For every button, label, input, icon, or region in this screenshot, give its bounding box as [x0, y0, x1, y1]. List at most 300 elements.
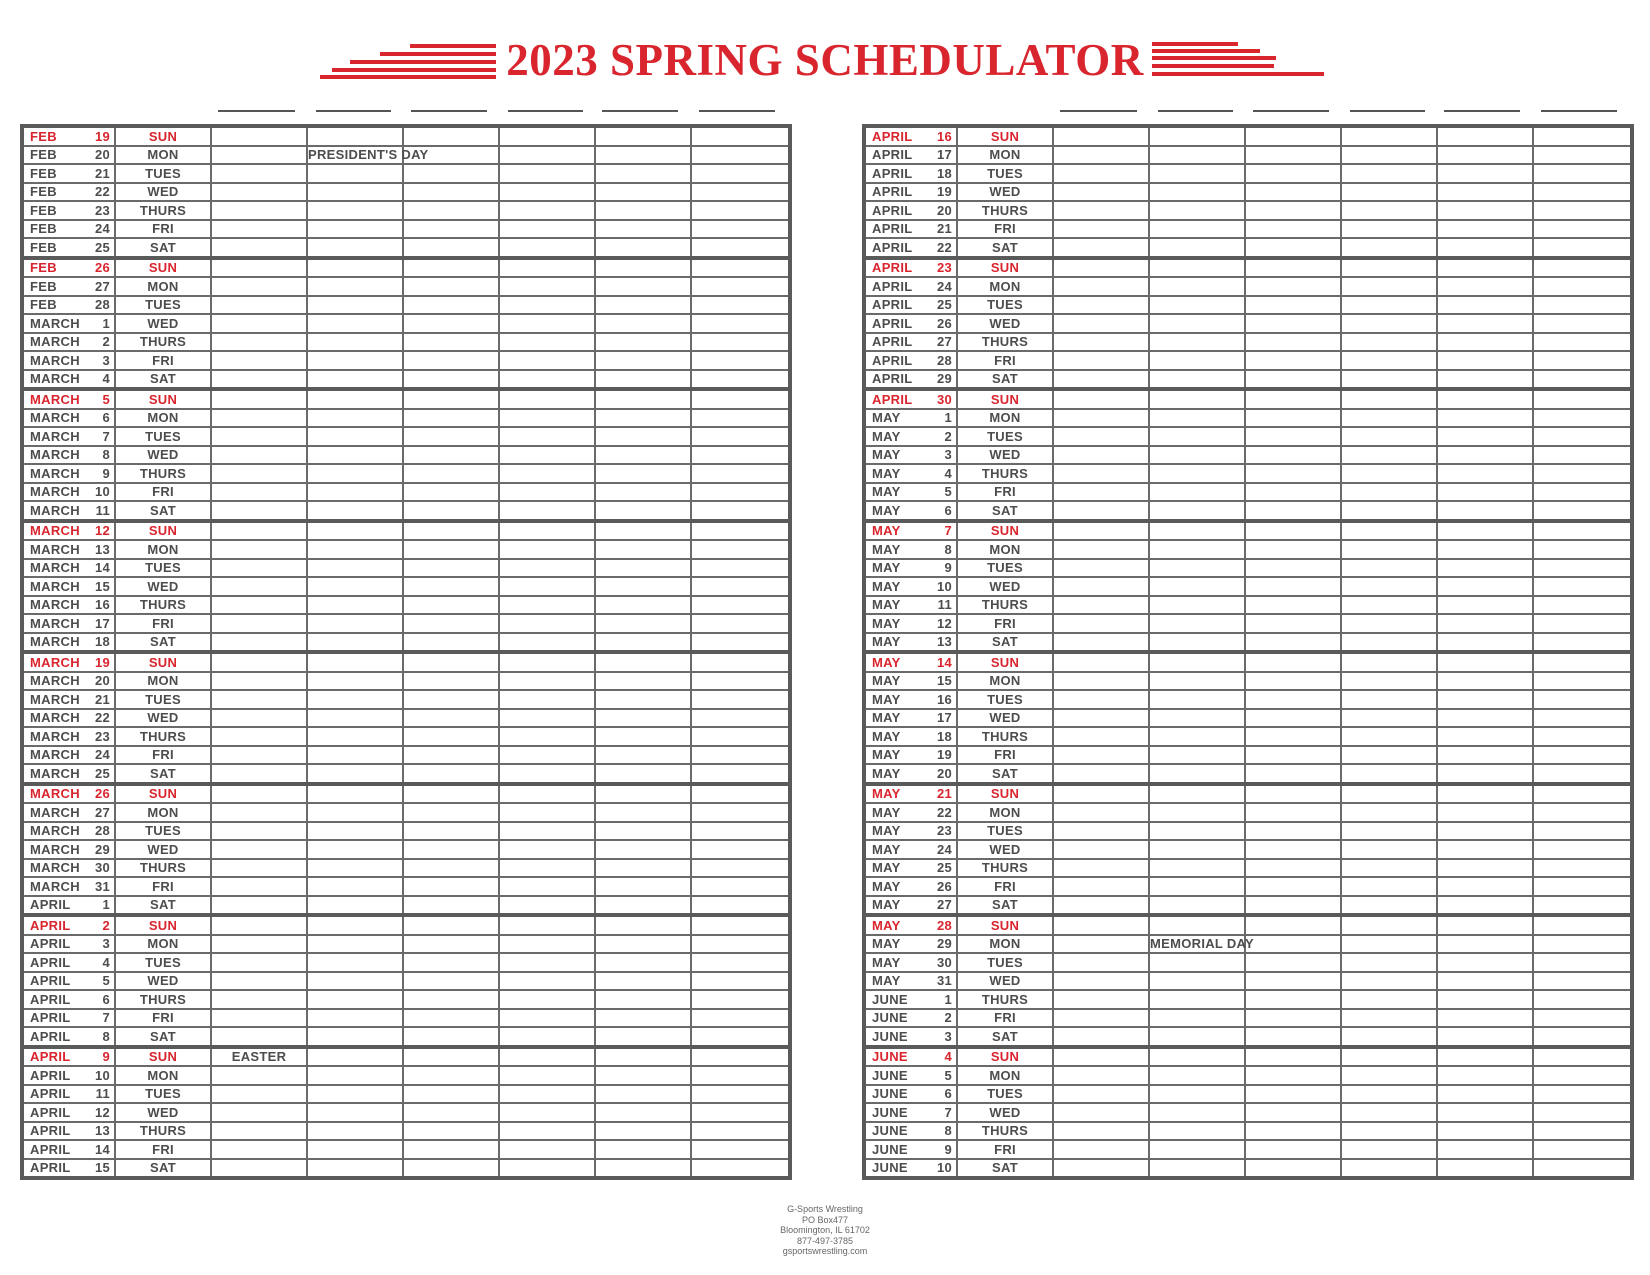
schedule-entry-cell[interactable] [211, 1140, 307, 1159]
schedule-entry-cell[interactable] [595, 840, 691, 859]
schedule-entry-cell[interactable] [1245, 559, 1341, 578]
schedule-entry-cell[interactable] [211, 389, 307, 409]
schedule-entry-cell[interactable] [499, 1085, 595, 1104]
schedule-entry-cell[interactable] [1341, 389, 1437, 409]
schedule-entry-cell[interactable] [1053, 333, 1149, 352]
schedule-entry-cell[interactable] [1341, 146, 1437, 165]
schedule-entry-cell[interactable] [1341, 409, 1437, 428]
schedule-entry-cell[interactable] [499, 840, 595, 859]
schedule-entry-cell[interactable] [691, 672, 790, 691]
schedule-entry-cell[interactable] [1437, 596, 1533, 615]
schedule-entry-cell[interactable] [307, 990, 403, 1009]
schedule-entry-cell[interactable] [1245, 521, 1341, 541]
schedule-entry-cell[interactable] [307, 559, 403, 578]
schedule-entry-cell[interactable] [403, 351, 499, 370]
schedule-entry-cell[interactable] [1053, 577, 1149, 596]
schedule-entry-cell[interactable] [595, 596, 691, 615]
schedule-entry-cell[interactable] [211, 935, 307, 954]
schedule-entry-cell[interactable] [1149, 896, 1245, 916]
schedule-entry-cell[interactable] [1149, 672, 1245, 691]
schedule-entry-cell[interactable] [1245, 351, 1341, 370]
schedule-entry-cell[interactable] [211, 859, 307, 878]
schedule-entry-cell[interactable] [403, 409, 499, 428]
schedule-entry-cell[interactable] [499, 953, 595, 972]
schedule-entry-cell[interactable] [1245, 1103, 1341, 1122]
schedule-entry-cell[interactable] [1341, 1027, 1437, 1047]
holiday-note[interactable]: MEMORIAL DAY [1150, 936, 1255, 952]
schedule-entry-cell[interactable] [595, 1066, 691, 1085]
schedule-entry-cell[interactable] [403, 840, 499, 859]
schedule-entry-cell[interactable] [595, 990, 691, 1009]
schedule-entry-cell[interactable] [1437, 915, 1533, 935]
schedule-entry-cell[interactable] [595, 258, 691, 278]
schedule-entry-cell[interactable] [1437, 296, 1533, 315]
schedule-entry-cell[interactable] [1341, 351, 1437, 370]
schedule-entry-cell[interactable] [1149, 220, 1245, 239]
schedule-entry-cell[interactable] [1149, 803, 1245, 822]
schedule-entry-cell[interactable] [1437, 427, 1533, 446]
schedule-entry-cell[interactable] [211, 427, 307, 446]
schedule-entry-cell[interactable] [595, 446, 691, 465]
schedule-entry-cell[interactable] [1053, 427, 1149, 446]
schedule-entry-cell[interactable] [1245, 709, 1341, 728]
schedule-entry-cell[interactable] [1149, 277, 1245, 296]
schedule-entry-cell[interactable] [307, 370, 403, 390]
schedule-entry-cell[interactable] [1053, 409, 1149, 428]
schedule-entry-cell[interactable] [1053, 877, 1149, 896]
schedule-entry-cell[interactable] [1437, 652, 1533, 672]
schedule-entry-cell[interactable] [1533, 1103, 1632, 1122]
schedule-entry-cell[interactable] [1533, 146, 1632, 165]
schedule-entry-cell[interactable] [1341, 596, 1437, 615]
schedule-entry-cell[interactable] [307, 709, 403, 728]
schedule-entry-cell[interactable] [691, 727, 790, 746]
schedule-entry-cell[interactable] [1341, 935, 1437, 954]
schedule-entry-cell[interactable] [1341, 483, 1437, 502]
schedule-entry-cell[interactable] [1053, 164, 1149, 183]
schedule-entry-cell[interactable] [211, 1122, 307, 1141]
schedule-entry-cell[interactable] [1341, 690, 1437, 709]
schedule-entry-cell[interactable] [1533, 784, 1632, 804]
schedule-entry-cell[interactable] [211, 370, 307, 390]
schedule-entry-cell[interactable] [307, 1066, 403, 1085]
schedule-entry-cell[interactable] [595, 1047, 691, 1067]
schedule-entry-cell[interactable] [595, 277, 691, 296]
schedule-entry-cell[interactable] [1533, 389, 1632, 409]
schedule-entry-cell[interactable] [1341, 464, 1437, 483]
schedule-entry-cell[interactable] [211, 1027, 307, 1047]
schedule-entry-cell[interactable] [1053, 446, 1149, 465]
schedule-entry-cell[interactable] [1053, 1103, 1149, 1122]
schedule-entry-cell[interactable] [1437, 1009, 1533, 1028]
schedule-entry-cell[interactable] [595, 1103, 691, 1122]
schedule-entry-cell[interactable] [1341, 1103, 1437, 1122]
schedule-entry-cell[interactable] [1053, 690, 1149, 709]
schedule-entry-cell[interactable] [307, 351, 403, 370]
schedule-entry-cell[interactable] [211, 1103, 307, 1122]
schedule-entry-cell[interactable] [1053, 896, 1149, 916]
schedule-entry-cell[interactable] [1437, 633, 1533, 653]
schedule-entry-cell[interactable] [307, 672, 403, 691]
schedule-entry-cell[interactable] [307, 652, 403, 672]
schedule-entry-cell[interactable] [211, 258, 307, 278]
schedule-entry-cell[interactable] [1053, 633, 1149, 653]
schedule-entry-cell[interactable] [691, 652, 790, 672]
schedule-entry-cell[interactable] [403, 1103, 499, 1122]
schedule-entry-cell[interactable] [211, 803, 307, 822]
schedule-entry-cell[interactable] [1437, 1122, 1533, 1141]
schedule-entry-cell[interactable] [691, 614, 790, 633]
schedule-entry-cell[interactable] [1437, 314, 1533, 333]
schedule-entry-cell[interactable] [1149, 1103, 1245, 1122]
schedule-entry-cell[interactable] [1149, 840, 1245, 859]
schedule-entry-cell[interactable] [403, 614, 499, 633]
schedule-entry-cell[interactable] [1533, 427, 1632, 446]
schedule-entry-cell[interactable] [211, 559, 307, 578]
schedule-entry-cell[interactable] [1245, 990, 1341, 1009]
schedule-entry-cell[interactable] [1341, 915, 1437, 935]
schedule-entry-cell[interactable] [595, 464, 691, 483]
schedule-entry-cell[interactable] [691, 1085, 790, 1104]
schedule-entry-cell[interactable] [307, 935, 403, 954]
schedule-entry-cell[interactable] [1245, 1047, 1341, 1067]
schedule-entry-cell[interactable] [1533, 351, 1632, 370]
schedule-entry-cell[interactable] [1437, 389, 1533, 409]
schedule-entry-cell[interactable] [1245, 446, 1341, 465]
schedule-entry-cell[interactable] [403, 1159, 499, 1179]
schedule-entry-cell[interactable] [1341, 1085, 1437, 1104]
schedule-entry-cell[interactable] [499, 596, 595, 615]
schedule-entry-cell[interactable] [691, 258, 790, 278]
schedule-entry-cell[interactable] [1149, 351, 1245, 370]
schedule-entry-cell[interactable] [1533, 220, 1632, 239]
schedule-entry-cell[interactable] [499, 126, 595, 146]
schedule-entry-cell[interactable] [1149, 146, 1245, 165]
schedule-entry-cell[interactable] [1149, 370, 1245, 390]
schedule-entry-cell[interactable] [1533, 596, 1632, 615]
schedule-entry-cell[interactable] [595, 427, 691, 446]
schedule-entry-cell[interactable] [1149, 483, 1245, 502]
schedule-entry-cell[interactable] [1341, 183, 1437, 202]
schedule-entry-cell[interactable] [403, 633, 499, 653]
schedule-entry-cell[interactable] [499, 464, 595, 483]
schedule-entry-cell[interactable] [1149, 1066, 1245, 1085]
schedule-entry-cell[interactable] [499, 614, 595, 633]
schedule-entry-cell[interactable] [1149, 559, 1245, 578]
schedule-entry-cell[interactable] [211, 784, 307, 804]
schedule-entry-cell[interactable] [691, 501, 790, 521]
schedule-entry-cell[interactable] [595, 633, 691, 653]
schedule-entry-cell[interactable] [1053, 464, 1149, 483]
schedule-entry-cell[interactable] [1341, 446, 1437, 465]
schedule-entry-cell[interactable] [1053, 1140, 1149, 1159]
schedule-entry-cell[interactable] [1437, 183, 1533, 202]
schedule-entry-cell[interactable] [595, 859, 691, 878]
schedule-entry-cell[interactable] [595, 389, 691, 409]
schedule-entry-cell[interactable] [403, 483, 499, 502]
schedule-entry-cell[interactable] [1533, 915, 1632, 935]
schedule-entry-cell[interactable] [1533, 540, 1632, 559]
schedule-entry-cell[interactable] [1245, 333, 1341, 352]
schedule-entry-cell[interactable] [595, 822, 691, 841]
schedule-entry-cell[interactable] [499, 201, 595, 220]
schedule-entry-cell[interactable] [211, 201, 307, 220]
schedule-entry-cell[interactable] [1245, 389, 1341, 409]
schedule-entry-cell[interactable] [211, 746, 307, 765]
schedule-entry-cell[interactable] [691, 146, 790, 165]
schedule-entry-cell[interactable] [403, 935, 499, 954]
schedule-entry-cell[interactable] [1437, 446, 1533, 465]
schedule-entry-cell[interactable] [691, 201, 790, 220]
schedule-entry-cell[interactable] [1533, 935, 1632, 954]
schedule-entry-cell[interactable] [211, 633, 307, 653]
schedule-entry-cell[interactable] [307, 464, 403, 483]
schedule-entry-cell[interactable] [1533, 652, 1632, 672]
schedule-entry-cell[interactable] [595, 296, 691, 315]
schedule-entry-cell[interactable] [1533, 277, 1632, 296]
schedule-entry-cell[interactable] [1533, 727, 1632, 746]
schedule-entry-cell[interactable] [403, 877, 499, 896]
schedule-entry-cell[interactable] [1053, 351, 1149, 370]
schedule-entry-cell[interactable] [1437, 351, 1533, 370]
schedule-entry-cell[interactable] [403, 972, 499, 991]
schedule-entry-cell[interactable] [1053, 990, 1149, 1009]
schedule-entry-cell[interactable] [1437, 803, 1533, 822]
schedule-entry-cell[interactable] [1533, 464, 1632, 483]
schedule-entry-cell[interactable] [307, 1103, 403, 1122]
schedule-entry-cell[interactable] [1149, 126, 1245, 146]
schedule-entry-cell[interactable] [1053, 1085, 1149, 1104]
schedule-entry-cell[interactable] [1533, 633, 1632, 653]
schedule-entry-cell[interactable] [1341, 540, 1437, 559]
schedule-entry-cell[interactable] [1341, 201, 1437, 220]
schedule-entry-cell[interactable] [691, 577, 790, 596]
schedule-entry-cell[interactable] [1149, 614, 1245, 633]
schedule-entry-cell[interactable] [595, 540, 691, 559]
schedule-entry-cell[interactable] [1245, 201, 1341, 220]
schedule-entry-cell[interactable] [499, 972, 595, 991]
schedule-entry-cell[interactable] [1149, 464, 1245, 483]
schedule-entry-cell[interactable] [1437, 238, 1533, 258]
schedule-entry-cell[interactable] [691, 822, 790, 841]
schedule-entry-cell[interactable] [403, 164, 499, 183]
schedule-entry-cell[interactable] [595, 1140, 691, 1159]
schedule-entry-cell[interactable] [595, 915, 691, 935]
schedule-entry-cell[interactable] [499, 501, 595, 521]
schedule-entry-cell[interactable] [1437, 1159, 1533, 1179]
schedule-entry-cell[interactable] [1341, 877, 1437, 896]
schedule-entry-cell[interactable] [211, 164, 307, 183]
schedule-entry-cell[interactable] [691, 953, 790, 972]
schedule-entry-cell[interactable] [499, 409, 595, 428]
schedule-entry-cell[interactable] [1149, 633, 1245, 653]
schedule-entry-cell[interactable] [691, 935, 790, 954]
schedule-entry-cell[interactable] [1245, 183, 1341, 202]
schedule-entry-cell[interactable] [1149, 972, 1245, 991]
schedule-entry-cell[interactable] [307, 1027, 403, 1047]
schedule-entry-cell[interactable] [499, 314, 595, 333]
schedule-entry-cell[interactable] [595, 672, 691, 691]
schedule-entry-cell[interactable] [1245, 1009, 1341, 1028]
schedule-entry-cell[interactable] [211, 333, 307, 352]
schedule-entry-cell[interactable] [691, 746, 790, 765]
schedule-entry-cell[interactable] [595, 1159, 691, 1179]
schedule-entry-cell[interactable] [1341, 164, 1437, 183]
schedule-entry-cell[interactable] [1437, 896, 1533, 916]
schedule-entry-cell[interactable] [499, 351, 595, 370]
schedule-entry-cell[interactable] [1053, 822, 1149, 841]
schedule-entry-cell[interactable] [1053, 709, 1149, 728]
schedule-entry-cell[interactable] [1341, 220, 1437, 239]
schedule-entry-cell[interactable] [1533, 521, 1632, 541]
schedule-entry-cell[interactable] [1341, 577, 1437, 596]
schedule-entry-cell[interactable] [499, 296, 595, 315]
schedule-entry-cell[interactable] [595, 146, 691, 165]
schedule-entry-cell[interactable] [499, 183, 595, 202]
schedule-entry-cell[interactable] [307, 521, 403, 541]
schedule-entry-cell[interactable] [403, 446, 499, 465]
schedule-entry-cell[interactable] [307, 1047, 403, 1067]
schedule-entry-cell[interactable] [499, 446, 595, 465]
schedule-entry-cell[interactable] [691, 314, 790, 333]
schedule-entry-cell[interactable] [499, 577, 595, 596]
schedule-entry-cell[interactable] [691, 709, 790, 728]
schedule-entry-cell[interactable] [1053, 1159, 1149, 1179]
schedule-entry-cell[interactable] [691, 427, 790, 446]
schedule-entry-cell[interactable] [1149, 764, 1245, 784]
schedule-entry-cell[interactable] [1053, 803, 1149, 822]
schedule-entry-cell[interactable] [1053, 746, 1149, 765]
schedule-entry-cell[interactable] [499, 333, 595, 352]
schedule-entry-cell[interactable] [595, 877, 691, 896]
schedule-entry-cell[interactable] [307, 540, 403, 559]
schedule-entry-cell[interactable] [211, 238, 307, 258]
schedule-entry-cell[interactable] [691, 596, 790, 615]
schedule-entry-cell[interactable] [691, 370, 790, 390]
schedule-entry-cell[interactable] [691, 277, 790, 296]
schedule-entry-cell[interactable] [403, 577, 499, 596]
schedule-entry-cell[interactable] [1149, 1047, 1245, 1067]
schedule-entry-cell[interactable] [1053, 859, 1149, 878]
schedule-entry-cell[interactable] [1533, 1027, 1632, 1047]
schedule-entry-cell[interactable] [1053, 596, 1149, 615]
schedule-entry-cell[interactable] [1149, 990, 1245, 1009]
schedule-entry-cell[interactable] [1341, 1009, 1437, 1028]
schedule-entry-cell[interactable] [691, 464, 790, 483]
schedule-entry-cell[interactable] [403, 296, 499, 315]
schedule-entry-cell[interactable] [307, 915, 403, 935]
schedule-entry-cell[interactable] [1053, 764, 1149, 784]
schedule-entry-cell[interactable] [1437, 1103, 1533, 1122]
schedule-entry-cell[interactable] [1245, 540, 1341, 559]
schedule-entry-cell[interactable] [1053, 277, 1149, 296]
schedule-entry-cell[interactable] [1149, 427, 1245, 446]
schedule-entry-cell[interactable] [1341, 727, 1437, 746]
schedule-entry-cell[interactable] [595, 201, 691, 220]
schedule-entry-cell[interactable] [211, 877, 307, 896]
schedule-entry-cell[interactable] [499, 1027, 595, 1047]
schedule-entry-cell[interactable] [1341, 370, 1437, 390]
schedule-entry-cell[interactable] [1149, 1140, 1245, 1159]
schedule-entry-cell[interactable] [1245, 409, 1341, 428]
schedule-entry-cell[interactable] [1341, 1066, 1437, 1085]
schedule-entry-cell[interactable] [1053, 652, 1149, 672]
schedule-entry-cell[interactable] [307, 803, 403, 822]
schedule-entry-cell[interactable] [1341, 896, 1437, 916]
schedule-entry-cell[interactable] [691, 859, 790, 878]
schedule-entry-cell[interactable] [499, 935, 595, 954]
schedule-entry-cell[interactable] [1437, 1047, 1533, 1067]
schedule-entry-cell[interactable] [1245, 501, 1341, 521]
schedule-entry-cell[interactable] [403, 672, 499, 691]
schedule-entry-cell[interactable] [211, 672, 307, 691]
schedule-entry-cell[interactable] [595, 164, 691, 183]
schedule-entry-cell[interactable] [1341, 953, 1437, 972]
schedule-entry-cell[interactable] [307, 822, 403, 841]
schedule-entry-cell[interactable] [1437, 559, 1533, 578]
schedule-entry-cell[interactable] [403, 389, 499, 409]
schedule-entry-cell[interactable] [1245, 972, 1341, 991]
schedule-entry-cell[interactable] [307, 746, 403, 765]
schedule-entry-cell[interactable] [1341, 709, 1437, 728]
schedule-entry-cell[interactable] [499, 746, 595, 765]
schedule-entry-cell[interactable] [1053, 915, 1149, 935]
schedule-entry-cell[interactable] [307, 389, 403, 409]
schedule-entry-cell[interactable] [307, 1140, 403, 1159]
schedule-entry-cell[interactable] [499, 1047, 595, 1067]
schedule-entry-cell[interactable] [1245, 258, 1341, 278]
schedule-entry-cell[interactable] [595, 935, 691, 954]
schedule-entry-cell[interactable] [1533, 953, 1632, 972]
schedule-entry-cell[interactable] [307, 201, 403, 220]
schedule-entry-cell[interactable] [1245, 296, 1341, 315]
schedule-entry-cell[interactable] [307, 238, 403, 258]
schedule-entry-cell[interactable] [403, 709, 499, 728]
schedule-entry-cell[interactable] [1245, 915, 1341, 935]
schedule-entry-cell[interactable] [691, 1122, 790, 1141]
schedule-entry-cell[interactable] [499, 990, 595, 1009]
schedule-entry-cell[interactable] [403, 238, 499, 258]
schedule-entry-cell[interactable] [211, 183, 307, 202]
schedule-entry-cell[interactable] [1149, 238, 1245, 258]
schedule-entry-cell[interactable] [691, 409, 790, 428]
schedule-entry-cell[interactable] [691, 784, 790, 804]
schedule-entry-cell[interactable] [403, 727, 499, 746]
schedule-entry-cell[interactable] [1437, 672, 1533, 691]
schedule-entry-cell[interactable] [691, 389, 790, 409]
schedule-entry-cell[interactable] [1437, 501, 1533, 521]
schedule-entry-cell[interactable] [307, 1085, 403, 1104]
schedule-entry-cell[interactable] [691, 1140, 790, 1159]
schedule-entry-cell[interactable] [307, 427, 403, 446]
schedule-entry-cell[interactable] [403, 822, 499, 841]
schedule-entry-cell[interactable] [1437, 333, 1533, 352]
schedule-entry-cell[interactable] [595, 896, 691, 916]
schedule-entry-cell[interactable] [1053, 1047, 1149, 1067]
schedule-entry-cell[interactable] [307, 633, 403, 653]
schedule-entry-cell[interactable] [1533, 990, 1632, 1009]
schedule-entry-cell[interactable] [1245, 427, 1341, 446]
schedule-entry-cell[interactable] [403, 220, 499, 239]
schedule-entry-cell[interactable] [1341, 1122, 1437, 1141]
schedule-entry-cell[interactable] [403, 915, 499, 935]
schedule-entry-cell[interactable] [307, 877, 403, 896]
holiday-note[interactable]: EASTER [211, 1047, 307, 1067]
schedule-entry-cell[interactable] [1533, 370, 1632, 390]
schedule-entry-cell[interactable] [499, 877, 595, 896]
schedule-entry-cell[interactable] [595, 727, 691, 746]
schedule-entry-cell[interactable] [1245, 220, 1341, 239]
